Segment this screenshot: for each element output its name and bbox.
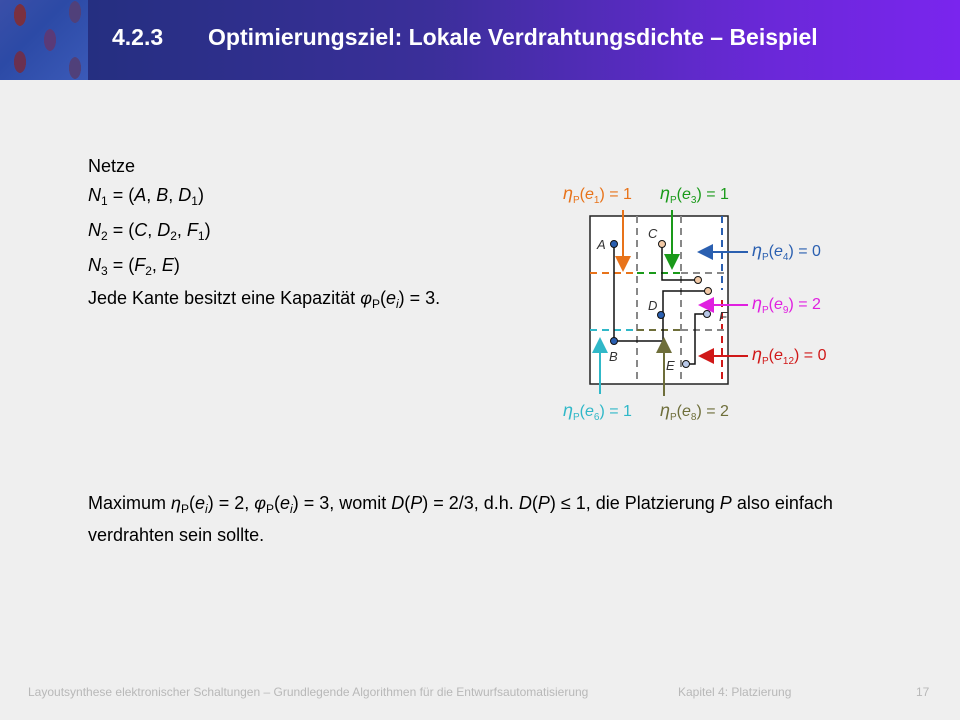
net-n1: $N_1 = (A$, B, $D_1$): [88, 185, 204, 208]
annotation-e12: $\eta_P(e_{12}) = 0$: [752, 344, 827, 367]
pin-B: [611, 338, 618, 345]
label-A: A: [597, 237, 606, 252]
net-n3: $N_3 = (F_2$, E): [88, 255, 180, 278]
pin-F1: [695, 277, 702, 284]
conclusion-text: Maximum $\eta_P(e_i) = 2$, $\varphi_P(e_i) = 3$, womit D(P) = 2/3, d.h. D(P) ≤ 1, die Platzierung P also einfach verdrahten sein sollte.: [88, 493, 833, 545]
annotation-e1: $\eta_P(e_1) = 1$: [563, 183, 632, 206]
label-F: F: [719, 309, 727, 324]
footer-course: Layoutsynthese elektronischer Schaltungen – Grundlegende Algorithmen für die Entwurfsautomatisierung: [28, 685, 589, 699]
pin-D: [658, 312, 665, 319]
annotation-e4: $\eta_P(e_4) = 0$: [752, 240, 821, 263]
footer: [28, 685, 792, 699]
annotation-e3: $\eta_P(e_3) = 1$: [660, 183, 729, 206]
annotation-e9: $\eta_P(e_9) = 2$: [752, 293, 821, 316]
section-number: 4.2.3: [112, 24, 164, 50]
label-C: C: [648, 226, 658, 241]
label-B: B: [609, 349, 618, 364]
pin-E: [683, 361, 690, 368]
pin-F: [704, 311, 711, 318]
annotation-e6: $\eta_P(e_6) = 1$: [563, 400, 632, 423]
page-number: 17: [916, 685, 930, 699]
capacity-statement: Jede Kante besitzt eine Kapazität $\varphi_P(e_i) = 3$.: [88, 288, 441, 311]
nets-heading: Netze: [88, 156, 136, 176]
label-D: D: [648, 298, 658, 313]
pin-A: [611, 241, 618, 248]
pin-C: [659, 241, 666, 248]
annotation-e8: $\eta_P(e_8) = 2$: [660, 400, 729, 423]
pin-D1-end: [705, 288, 712, 295]
label-E: E: [666, 358, 675, 373]
title-text: Optimierungsziel: Lokale Verdrahtungsdichte – Beispiel: [208, 24, 818, 50]
footer-chapter: Kapitel 4: Platzierung: [678, 685, 792, 699]
net-n2: $N_2 = (C$, $D_2$, $F_1$): [88, 220, 211, 243]
